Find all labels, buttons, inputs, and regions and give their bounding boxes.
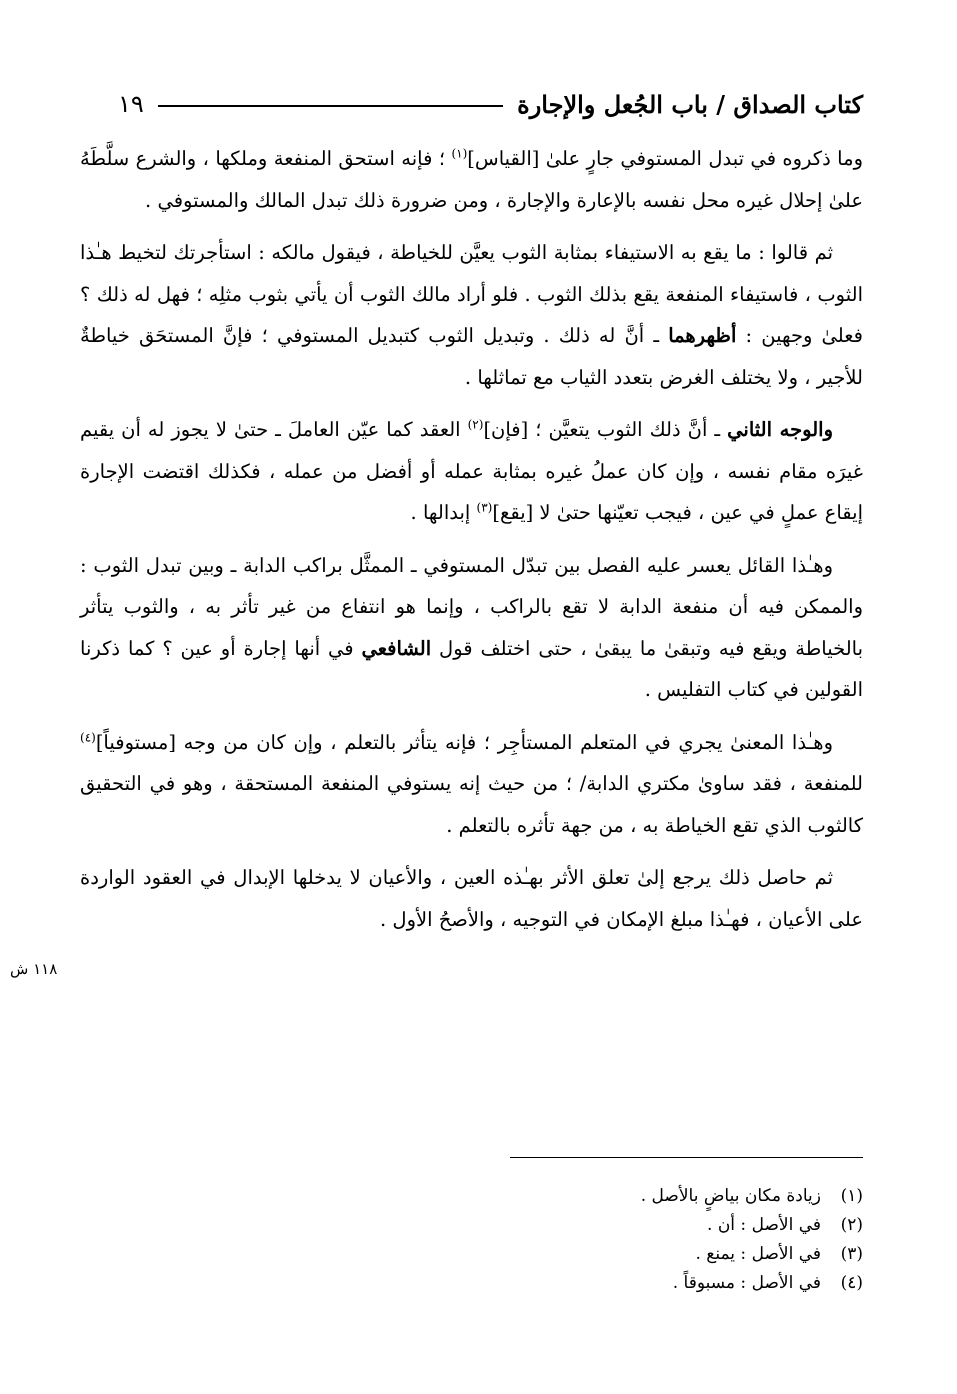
footnote bbox=[430, 1211, 863, 1240]
footnote bbox=[430, 1269, 863, 1298]
bold-term: أظهرهما bbox=[668, 324, 737, 347]
footnote-ref: (٣) bbox=[476, 500, 493, 515]
bold-term: والوجه الثاني bbox=[727, 418, 833, 441]
paragraph: وهـٰذا القائل يعسر عليه الفصل بين تبدّل المستوفي ـ الممثَّل براكب الدابة ـ وبين تبدل الثوب : والممكن فيه أن منفعة الدابة لا تقع بالراكب ، وإنما هو انتفاع من غير تأثر به ، والثوب يتأثر بالخياطة ويقع فيه وتبقىٰ ما يبقىٰ ، حتى اختلف قول الشافعي في أنها إجارة أو عين ؟ كما ذكرنا القولين في كتاب التفليس . bbox=[80, 553, 864, 701]
footnote-separator bbox=[510, 1157, 863, 1158]
paragraph: ثم حاصل ذلك يرجع إلىٰ تعلق الأثر بهـٰذه العين ، والأعيان لا يدخلها الإبدال في العقود الواردة على الأعيان ، فهـٰذا مبلغ الإمكان في التوجيه ، والأصحُ الأول . bbox=[80, 866, 863, 931]
footnote-number: (٢) bbox=[840, 1215, 863, 1235]
footnote-ref: (١) bbox=[451, 146, 468, 161]
paragraph: وهـٰذا المعنىٰ يجري في المتعلم المستأجِر ؛ فإنه يتأثر بالتعلم ، وإن كان من وجه [مستوفياً]$^{(٤)}$ للمنفعة ، فقد ساوىٰ مكتري الدابة/ ؛ من حيث إنه يستوفي المنفعة المستحقة ، وهو في التحقيق كالثوب الذي تقع الخياطة به ، من جهة تأثره بالتعلم . bbox=[80, 730, 863, 837]
footnote bbox=[430, 1182, 863, 1211]
main-text bbox=[80, 138, 863, 951]
footnote-ref: (٢) bbox=[467, 417, 484, 432]
paragraph: ثم قالوا : ما يقع به الاستيفاء بمثابة الثوب يعيَّن للخياطة ، فيقول مالكه : استأجرتك لتخيط هـٰذا الثوب ، فاستيفاء المنفعة يقع بذلك الثوب . فلو أراد مالك الثوب أن يأتي بثوب مثلِه ؛ فهل له ذلك ؟ فعلىٰ وجهين : أظهرهما ـ أنَّ له ذلك . وتبديل الثوب كتبديل المستوفي ؛ فإنَّ المستحَق خياطةٌ للأجير ، ولا يختلف الغرض بتعدد الثياب مع تماثلها . bbox=[80, 241, 863, 389]
footnote-text: زيادة مكان بياضٍ بالأصل . bbox=[640, 1186, 821, 1206]
footnote-number: (٣) bbox=[840, 1244, 863, 1264]
footnote-text: في الأصل : مسبوقاً . bbox=[672, 1273, 821, 1293]
bold-term: الشافعي bbox=[361, 636, 432, 660]
running-title: كتاب الصداق / باب الجُعل والإجارة bbox=[517, 89, 863, 119]
header-rule bbox=[158, 105, 503, 107]
footnote-text: في الأصل : أن . bbox=[707, 1215, 821, 1235]
footnote-number: (١) bbox=[840, 1186, 863, 1206]
page-number: ١٩ bbox=[118, 90, 144, 118]
running-header bbox=[118, 84, 863, 124]
paragraph: والوجه الثاني ـ أنَّ ذلك الثوب يتعيَّن ؛ [فإن]$^{(٢)}$ العقد كما عيّن العاملَ ـ حتىٰ لا يجوز له أن يقيم غيرَه مقام نفسه ، وإن كان عملُ غيره بمثابة عمله أو أفضل من عمله ، فكذلك اقتضت الإجارة إيقاع عملٍ في عين ، فيجب تعيّنها حتىٰ لا [يقع]$^{(٣)}$ إبدالها . bbox=[80, 417, 863, 524]
margin-folio-note: ١١٨ ش bbox=[10, 960, 58, 978]
footnote-number: (٤) bbox=[840, 1273, 863, 1293]
footnotes bbox=[430, 1182, 863, 1298]
footnote-text: في الأصل : يمنع . bbox=[695, 1244, 821, 1264]
footnote-ref: (٤) bbox=[80, 730, 96, 744]
paragraph: وما ذكروه في تبدل المستوفي جارٍ علىٰ [القياس]$^{(١)}$ ؛ فإنه استحق المنفعة وملكها ، والشرع سلَّطَهُ علىٰ إحلال غيره محل نفسه بالإعارة والإجارة ، ومن ضرورة ذلك تبدل المالك والمستوفي . bbox=[80, 146, 863, 212]
footnote bbox=[430, 1240, 863, 1269]
